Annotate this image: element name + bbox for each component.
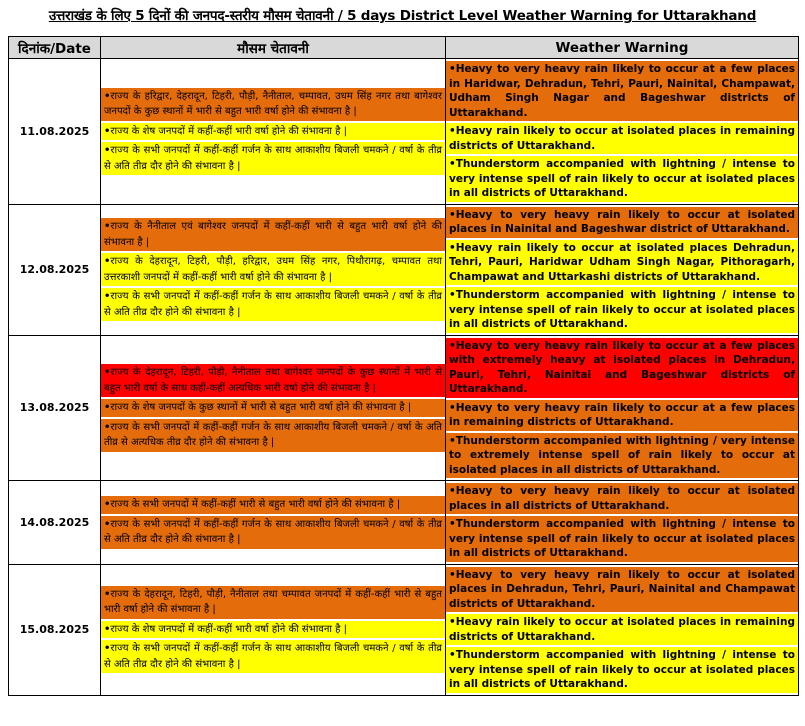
- english-warning-item-yellow: [446, 240, 798, 286]
- bullet-icon: •: [104, 499, 111, 510]
- english-warning-text: Thunderstorm accompanied with lightning / very intense to extremely intense spell of rain likely to occur at isolated places in all districts of Uttarakhand.: [449, 434, 795, 476]
- hindi-warning-item-yellow: [101, 142, 445, 175]
- english-warning-item-orange: [446, 207, 798, 238]
- hindi-warning-text: राज्य के सभी जनपदों में कहीं-कहीं गर्जन के साथ आकाशीय बिजली चमकने / वर्षा के तीव्र से अति तीव्र दौर होने की संभावना है |: [104, 145, 442, 172]
- bullet-icon: •: [449, 568, 456, 581]
- bullet-icon: •: [449, 208, 456, 221]
- bullet-icon: •: [104, 256, 111, 267]
- bullet-icon: •: [449, 289, 456, 301]
- row-date: 15.08.2025: [9, 564, 101, 695]
- english-warning-item-orange: [446, 567, 798, 613]
- bullet-icon: •: [104, 643, 111, 655]
- hindi-warning-text: राज्य के सभी जनपदों में कहीं-कहीं गर्जन के साथ आकाशीय बिजली चमकने / वर्षा के अति तीव्र से अत्यधिक तीव्र दौर होने की संभावना है |: [104, 421, 442, 448]
- hindi-warning-item-orange: [101, 516, 445, 549]
- warning-table: [8, 36, 799, 696]
- hindi-warning-item-orange: [101, 218, 445, 251]
- english-warning-item-orange: [446, 516, 798, 562]
- table-row: [9, 564, 799, 695]
- bullet-icon: •: [449, 401, 456, 414]
- hindi-warning-item-yellow: [101, 621, 445, 639]
- bullet-icon: •: [104, 588, 111, 600]
- english-warning-cell: [446, 59, 799, 205]
- hindi-warning-item-yellow: [101, 253, 445, 286]
- hindi-warning-text: राज्य के शेष जनपदों के कुछ स्थानों में भारी से बहुत भारी वर्षा होने की संभावना है |: [110, 402, 412, 413]
- english-warning-item-yellow: [446, 287, 798, 333]
- hindi-warning-item-red: [101, 364, 445, 397]
- english-warning-item-orange: [446, 61, 798, 121]
- english-warning-item-yellow: [446, 123, 798, 154]
- row-date: 13.08.2025: [9, 335, 101, 481]
- hindi-warning-cell: [101, 481, 446, 565]
- table-row: [9, 335, 799, 481]
- hindi-warning-text: राज्य के देहरादून, टिहरी, पौड़ी, नैनीताल तथा बागेश्वर जनपदों के कुछ स्थानों में भारी से बहुत भारी वर्षा के साथ कहीं-कहीं अत्यधिक भारी वर्षा होने की संभावना है |: [104, 367, 442, 394]
- bullet-icon: •: [104, 221, 111, 232]
- bullet-icon: •: [104, 367, 111, 378]
- hindi-warning-text: राज्य के सभी जनपदों में कहीं-कहीं गर्जन के साथ आकाशीय बिजली चमकने / वर्षा के तीव्र से अति तीव्र दौर होने की संभावना है |: [104, 643, 442, 670]
- bullet-icon: •: [104, 402, 111, 413]
- bullet-icon: •: [449, 63, 456, 75]
- table-row: [9, 204, 799, 335]
- bullet-icon: •: [104, 518, 111, 530]
- hindi-warning-text: राज्य के शेष जनपदों में कहीं-कहीं भारी वर्षा होने की संभावना है |: [110, 623, 348, 635]
- bullet-icon: •: [449, 339, 456, 352]
- hindi-warning-item-yellow: [101, 640, 445, 673]
- table-row: [9, 59, 799, 205]
- bullet-icon: •: [449, 649, 456, 661]
- hindi-warning-text: राज्य के सभी जनपदों में कहीं-कहीं भारी से बहुत भारी वर्षा होने की संभावना है |: [110, 499, 401, 510]
- hindi-warning-text: राज्य के नैनीताल एवं बागेश्वर जनपदों में कहीं-कहीं भारी से बहुत भारी वर्षा होने की संभावना है |: [104, 221, 442, 248]
- bullet-icon: •: [104, 90, 111, 102]
- english-warning-cell: [446, 335, 799, 481]
- hindi-warning-item-orange: [101, 586, 445, 619]
- table-row: [9, 481, 799, 565]
- hindi-warning-item-orange: [101, 496, 445, 514]
- english-warning-item-yellow: [446, 647, 798, 693]
- bullet-icon: •: [104, 291, 111, 302]
- hindi-warning-column-header: मौसम चेतावनी: [101, 37, 446, 59]
- hindi-warning-text: राज्य के सभी जनपदों में कहीं-कहीं गर्जन के साथ आकाशीय बिजली चमकने / वर्षा के तीव्र से अति तीव्र दौर होने की संभावना है |: [104, 518, 442, 545]
- page-title: उत्तराखंड के लिए 5 दिनों की जनपद-स्तरीय मौसम चेतावनी / 5 days District Level Weather Warning for Uttarakhand: [48, 8, 757, 24]
- hindi-warning-text: राज्य के शेष जनपदों में कहीं-कहीं भारी वर्षा होने की संभावना है |: [110, 125, 348, 137]
- english-warning-text: Thunderstorm accompanied with lightning / intense to very intense spell of rain likely to occur at isolated places in all districts of Uttarakhand.: [449, 289, 795, 330]
- english-warning-text: Thunderstorm accompanied with lightning / intense to very intense spell of rain likely to occur at isolated places in all districts of Uttarakhand.: [449, 518, 795, 559]
- hindi-warning-item-yellow: [101, 288, 445, 321]
- bullet-icon: •: [449, 616, 456, 628]
- table-header-row: [9, 37, 799, 59]
- english-warning-item-orange: [446, 433, 798, 479]
- bullet-icon: •: [104, 145, 111, 156]
- hindi-warning-text: राज्य के हरिद्वार, देहरादून, टिहरी, पौड़ी, नैनीताल, चम्पावत, उधम सिंह नगर तथा बागेश्वर जनपदों के कुछ स्थानों में भारी से बहुत भारी वर्षा होने की संभावना है |: [104, 90, 442, 117]
- english-warning-cell: [446, 204, 799, 335]
- bullet-icon: •: [449, 485, 456, 497]
- bullet-icon: •: [104, 125, 111, 137]
- english-warning-item-yellow: [446, 614, 798, 645]
- english-warning-cell: [446, 481, 799, 565]
- hindi-warning-cell: [101, 335, 446, 481]
- hindi-warning-cell: [101, 204, 446, 335]
- hindi-warning-item-orange: [101, 419, 445, 452]
- english-warning-text: Heavy to very heavy rain likely to occur at a few places in remaining districts of Uttarakhand.: [449, 401, 795, 428]
- hindi-warning-text: राज्य के देहरादून, टिहरी, पौड़ी, नैनीताल तथा चम्पावत जनपदों में कहीं-कहीं भारी से बहुत भारी वर्षा होने की संभावना है |: [104, 588, 442, 616]
- english-warning-text: Heavy to very heavy rain likely to occur at isolated places in all districts of Uttarakhand.: [449, 485, 795, 512]
- row-date: 14.08.2025: [9, 481, 101, 565]
- english-warning-column-header: Weather Warning: [446, 37, 799, 59]
- english-warning-item-orange: [446, 483, 798, 514]
- english-warning-text: Heavy to very heavy rain likely to occur at isolated places in Nainital and Bageshwar district of Uttarakhand.: [449, 208, 795, 235]
- bullet-icon: •: [449, 518, 456, 530]
- hindi-warning-item-yellow: [101, 123, 445, 141]
- bullet-icon: •: [449, 241, 456, 254]
- english-warning-item-red: [446, 338, 798, 398]
- bullet-icon: •: [449, 125, 456, 137]
- row-date: 11.08.2025: [9, 59, 101, 205]
- english-warning-text: Heavy rain likely to occur at isolated places Dehradun, Tehri, Pauri, Haridwar Udham Singh Nagar, Pithoragarh, Champawat and Uttarkashi districts of Uttarakhand.: [449, 241, 795, 283]
- date-column-header: दिनांक/Date: [9, 37, 101, 59]
- hindi-warning-item-orange: [101, 399, 445, 417]
- english-warning-cell: [446, 564, 799, 695]
- english-warning-text: Heavy to very heavy rain likely to occur at a few places with extremely heavy at isolated places in Dehradun, Pauri, Tehri, Nainital and Bageshwar districts of Uttarakhand.: [449, 339, 795, 395]
- warning-table-body: [9, 59, 799, 696]
- hindi-warning-text: राज्य के सभी जनपदों में कहीं-कहीं गर्जन के साथ आकाशीय बिजली चमकने / वर्षा के तीव्र से अति तीव्र दौर होने की संभावना है |: [104, 291, 442, 318]
- bullet-icon: •: [104, 623, 111, 635]
- row-date: 12.08.2025: [9, 204, 101, 335]
- hindi-warning-cell: [101, 564, 446, 695]
- hindi-warning-item-orange: [101, 88, 445, 121]
- english-warning-text: Heavy to very heavy rain likely to occur at isolated places in Dehradun, Tehri, Pauri, Nainital and Champawat districts of Uttarakhand.: [449, 568, 795, 610]
- english-warning-text: Heavy rain likely to occur at isolated places in remaining districts of Uttarakhand.: [449, 616, 795, 643]
- english-warning-item-yellow: [446, 156, 798, 202]
- english-warning-text: Heavy rain likely to occur at isolated places in remaining districts of Uttarakhand.: [449, 125, 795, 152]
- hindi-warning-cell: [101, 59, 446, 205]
- english-warning-text: Thunderstorm accompanied with lightning / intense to very intense spell of rain likely to occur at isolated places in all districts of Uttarakhand.: [449, 158, 795, 199]
- bullet-icon: •: [449, 158, 456, 170]
- english-warning-text: Heavy to very heavy rain likely to occur at a few places in Haridwar, Dehradun, Tehri, Pauri, Nainital, Champawat, Udham Singh Nagar and Bageshwar districts of Uttarakhand.: [449, 63, 795, 119]
- bullet-icon: •: [104, 421, 111, 433]
- english-warning-item-orange: [446, 400, 798, 431]
- hindi-warning-text: राज्य के देहरादून, टिहरी, पौड़ी, हरिद्वार, उधम सिंह नगर, पिथौरागढ़, चम्पावत तथा उत्तरकाशी जनपदों में कहीं-कहीं भारी वर्षा होने की संभावना है |: [104, 256, 442, 283]
- bullet-icon: •: [449, 434, 456, 447]
- english-warning-text: Thunderstorm accompanied with lightning / intense to very intense spell of rain likely to occur at isolated places in all districts of Uttarakhand.: [449, 649, 795, 690]
